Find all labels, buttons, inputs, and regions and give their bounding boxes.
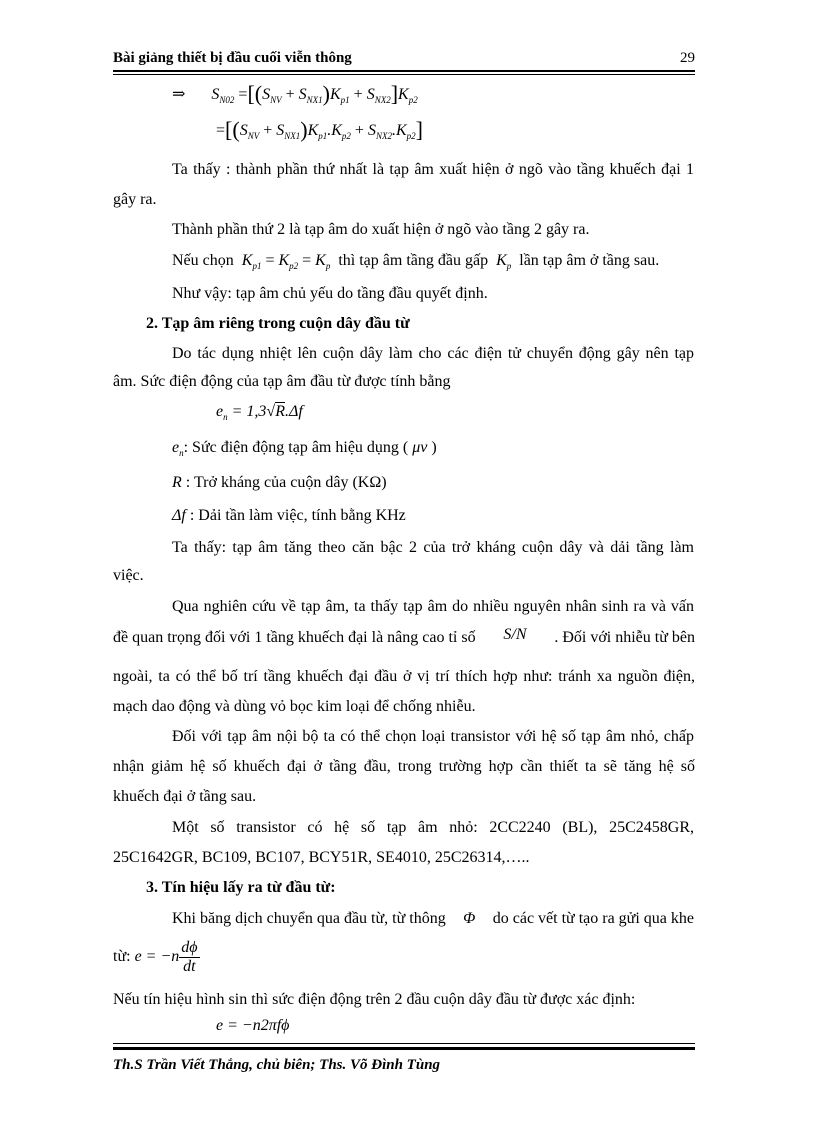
- sn02-rhs-1: $=[(S_{NV} + S_{NX1})K_{p1} + S_{NX2}]K_{p2}$: [238, 81, 418, 106]
- sn-ratio: S/N: [503, 626, 527, 643]
- paragraph-2: Thành phần thứ 2 là tạp âm do xuất hiện ở ngõ vào tầng 2 gây ra.: [172, 221, 590, 238]
- paragraph-10-line-1: Khi băng dịch chuyển qua đầu từ, từ thông Φ do các vết từ tạo ra gửi qua khe: [172, 910, 694, 927]
- definition-df: Δf : Dải tần làm việc, tính bằng KHz: [172, 507, 406, 524]
- paragraph-7-line-2: đề quan trọng đối với 1 tầng khuếch đại là nâng cao tỉ số S/N . Đối với nhiễu từ bên: [113, 626, 695, 646]
- definition-en: $e_n$: Sức điện động tạp âm hiệu dụng ( μv ): [172, 439, 437, 458]
- paragraph-8-line-1: Đối với tạp âm nội bộ ta có thể chọn loại transistor với hệ số tạp âm nhỏ, chấp: [172, 728, 694, 745]
- definition-r: R : Trở kháng của cuộn dây (KΩ): [172, 474, 387, 491]
- paragraph-8-line-2: nhận giảm hệ số khuếch đại ở tầng đầu, trong trường hợp cần thiết ta sẽ tăng hệ số: [113, 758, 695, 775]
- footer-author: Th.S Trần Viết Thắng, chủ biên; Ths. Võ Đình Tùng: [113, 1057, 441, 1073]
- paragraph-3: Nếu chọn $K_{p1} = K_{p2} = K_p$ thì tạp âm tầng đầu gấp $K_p$ lần tạp âm ở tầng sau.: [172, 252, 660, 271]
- paragraph-7-line-3: ngoài, ta có thể bố trí tầng khuếch đại đầu ở vị trí thích hợp như: tránh xa nguồn điện,: [113, 668, 695, 685]
- footer-rule-thin: [113, 1043, 695, 1044]
- paragraph-1-line-1: Ta thấy : thành phần thứ nhất là tạp âm xuất hiện ở ngõ vào tầng khuếch đại 1: [172, 161, 694, 178]
- paragraph-7-line-1: Qua nghiên cứu về tạp âm, ta thấy tạp âm do nhiều nguyên nhân sinh ra và vấn: [172, 598, 694, 615]
- paragraph-4: Như vậy: tạp âm chủ yếu do tầng đầu quyết định.: [172, 285, 488, 302]
- paragraph-1-line-2: gây ra.: [113, 191, 157, 208]
- equation-flux-emf: từ: e = −n $\frac{d\phi}{dt}$: [113, 938, 198, 975]
- section-3-heading: 3. Tín hiệu lấy ra từ đầu từ:: [146, 879, 336, 896]
- paragraph-6-line-2: việc.: [113, 567, 144, 584]
- flux-fraction: $\frac{d\phi}{dt}$: [181, 938, 198, 975]
- footer-rule-thick: [113, 1047, 695, 1050]
- paragraph-7-line-4: mạch dao động và dùng vỏ bọc kim loại để chống nhiễu.: [113, 698, 476, 715]
- page-number: 29: [680, 50, 695, 66]
- header-title: Bài giảng thiết bị đầu cuối viễn thông: [113, 50, 352, 66]
- paragraph-9-line-1: Một số transistor có hệ số tạp âm nhỏ: 2CC2240 (BL), 25C2458GR,: [172, 819, 694, 836]
- page-header: [113, 50, 695, 72]
- kp-equality: $K_{p1} = K_{p2} = K_p$: [237, 252, 331, 271]
- equation-sn02-line2: $=[(S_{NV} + S_{NX1})K_{p1}.K_{p2} + S_{NX2}.K_{p2}]$: [216, 117, 423, 142]
- header-rule-thin: [113, 74, 695, 75]
- equation-sn02-line1: [172, 81, 418, 106]
- sn02-lhs: $S_{N02}$: [211, 86, 235, 105]
- paragraph-6-line-1: Ta thấy: tạp âm tăng theo căn bậc 2 của trở kháng cuộn dây và dải tầng làm: [172, 539, 694, 556]
- section-2-heading: 2. Tạp âm riêng trong cuộn dây đầu từ: [146, 315, 410, 332]
- paragraph-5-line-2: âm. Sức điện động của tạp âm đầu từ được tính bằng: [113, 373, 451, 390]
- implies-symbol: ⇒: [172, 86, 186, 103]
- equation-sine-emf: e = −n2πfϕ: [216, 1017, 290, 1034]
- equation-noise-emf: $e_n = 1,3√R.\Delta f$: [216, 403, 303, 422]
- paragraph-9-line-2: 25C1642GR, BC109, BC107, BCY51R, SE4010, 25C26314,…..: [113, 849, 530, 866]
- paragraph-11: Nếu tín hiệu hình sin thì sức điện động trên 2 đầu cuộn dây đầu từ được xác định:: [113, 991, 636, 1008]
- header-rule-thick: [113, 70, 695, 72]
- paragraph-5-line-1: Do tác dụng nhiệt lên cuộn dây làm cho các điện tử chuyển động gây nên tạp: [172, 345, 694, 362]
- paragraph-8-line-3: khuếch đại ở tầng sau.: [113, 788, 257, 805]
